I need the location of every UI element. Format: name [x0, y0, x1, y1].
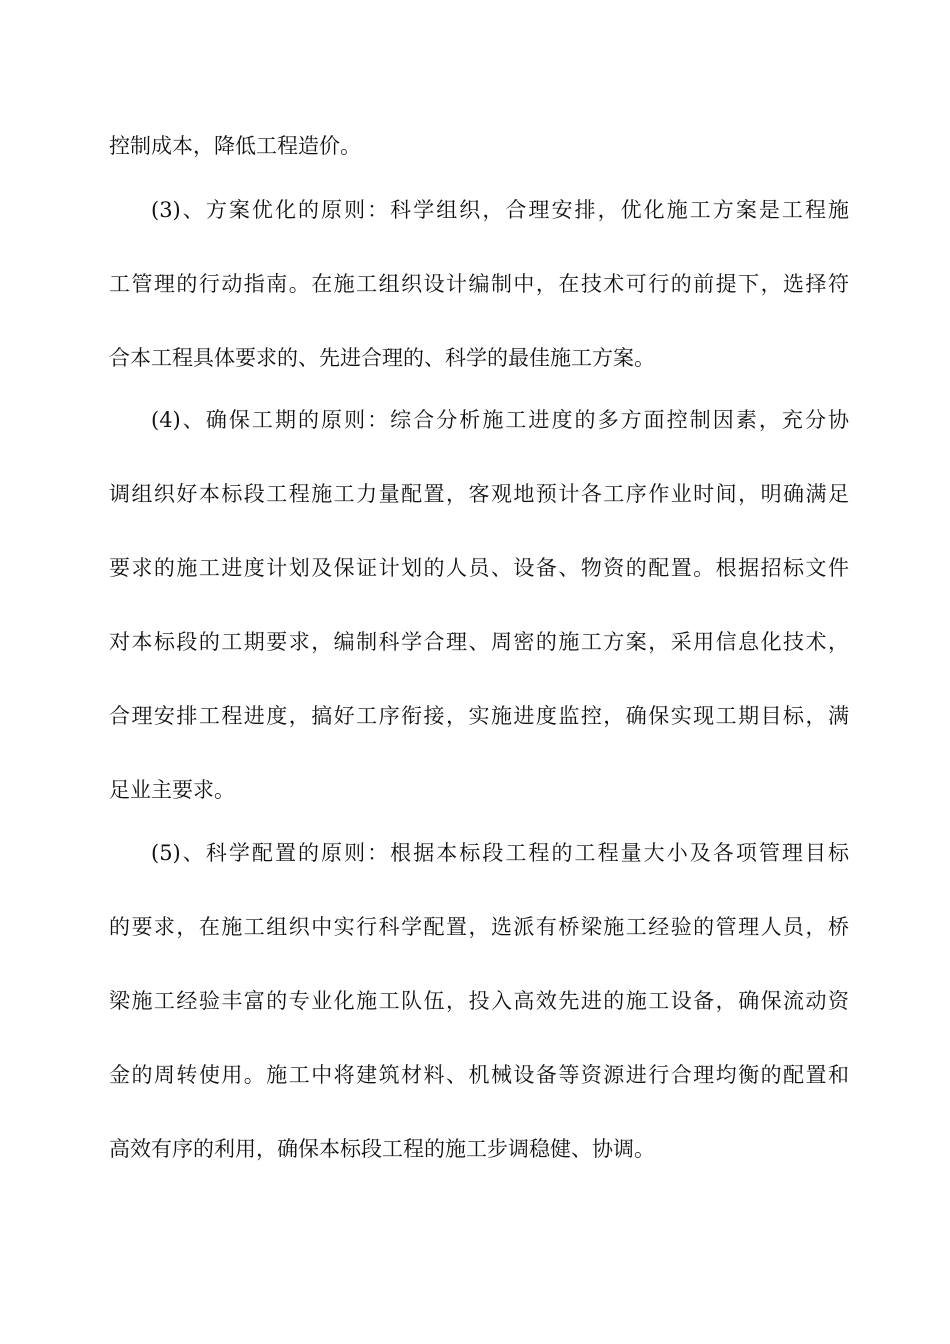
- paragraph-first-line: (3)、方案优化的原则：科学组织，合理安排，优化施工方案是工程施: [151, 198, 849, 222]
- text-line: 合本工程具体要求的、先进合理的、科学的最佳施工方案。: [109, 346, 655, 370]
- text-line: 调组织好本标段工程施工力量配置，客观地预计各工序作业时间，明确满足: [109, 482, 849, 506]
- text-line: 金的周转使用。施工中将建筑材料、机械设备等资源进行合理均衡的配置和: [109, 1063, 849, 1087]
- paragraph-first-line: (5)、科学配置的原则：根据本标段工程的工程量大小及各项管理目标: [151, 841, 849, 865]
- text-line: 的要求，在施工组织中实行科学配置，选派有桥梁施工经验的管理人员，桥: [109, 915, 849, 939]
- text-line: 梁施工经验丰富的专业化施工队伍，投入高效先进的施工设备，确保流动资: [109, 989, 849, 1013]
- text-line: 工管理的行动指南。在施工组织设计编制中，在技术可行的前提下，选择符: [109, 272, 849, 296]
- text-line: 控制成本，降低工程造价。: [109, 134, 361, 158]
- paragraph-first-line: (4)、确保工期的原则：综合分析施工进度的多方面控制因素，充分协: [151, 408, 849, 432]
- text-line: 高效有序的利用，确保本标段工程的施工步调稳健、协调。: [109, 1137, 655, 1161]
- text-line: 要求的施工进度计划及保证计划的人员、设备、物资的配置。根据招标文件: [109, 556, 849, 580]
- text-line: 对本标段的工期要求，编制科学合理、周密的施工方案，采用信息化技术，: [109, 630, 849, 654]
- text-line: 足业主要求。: [109, 778, 235, 802]
- text-line: 合理安排工程进度，搞好工序衔接，实施进度监控，确保实现工期目标，满: [109, 704, 849, 728]
